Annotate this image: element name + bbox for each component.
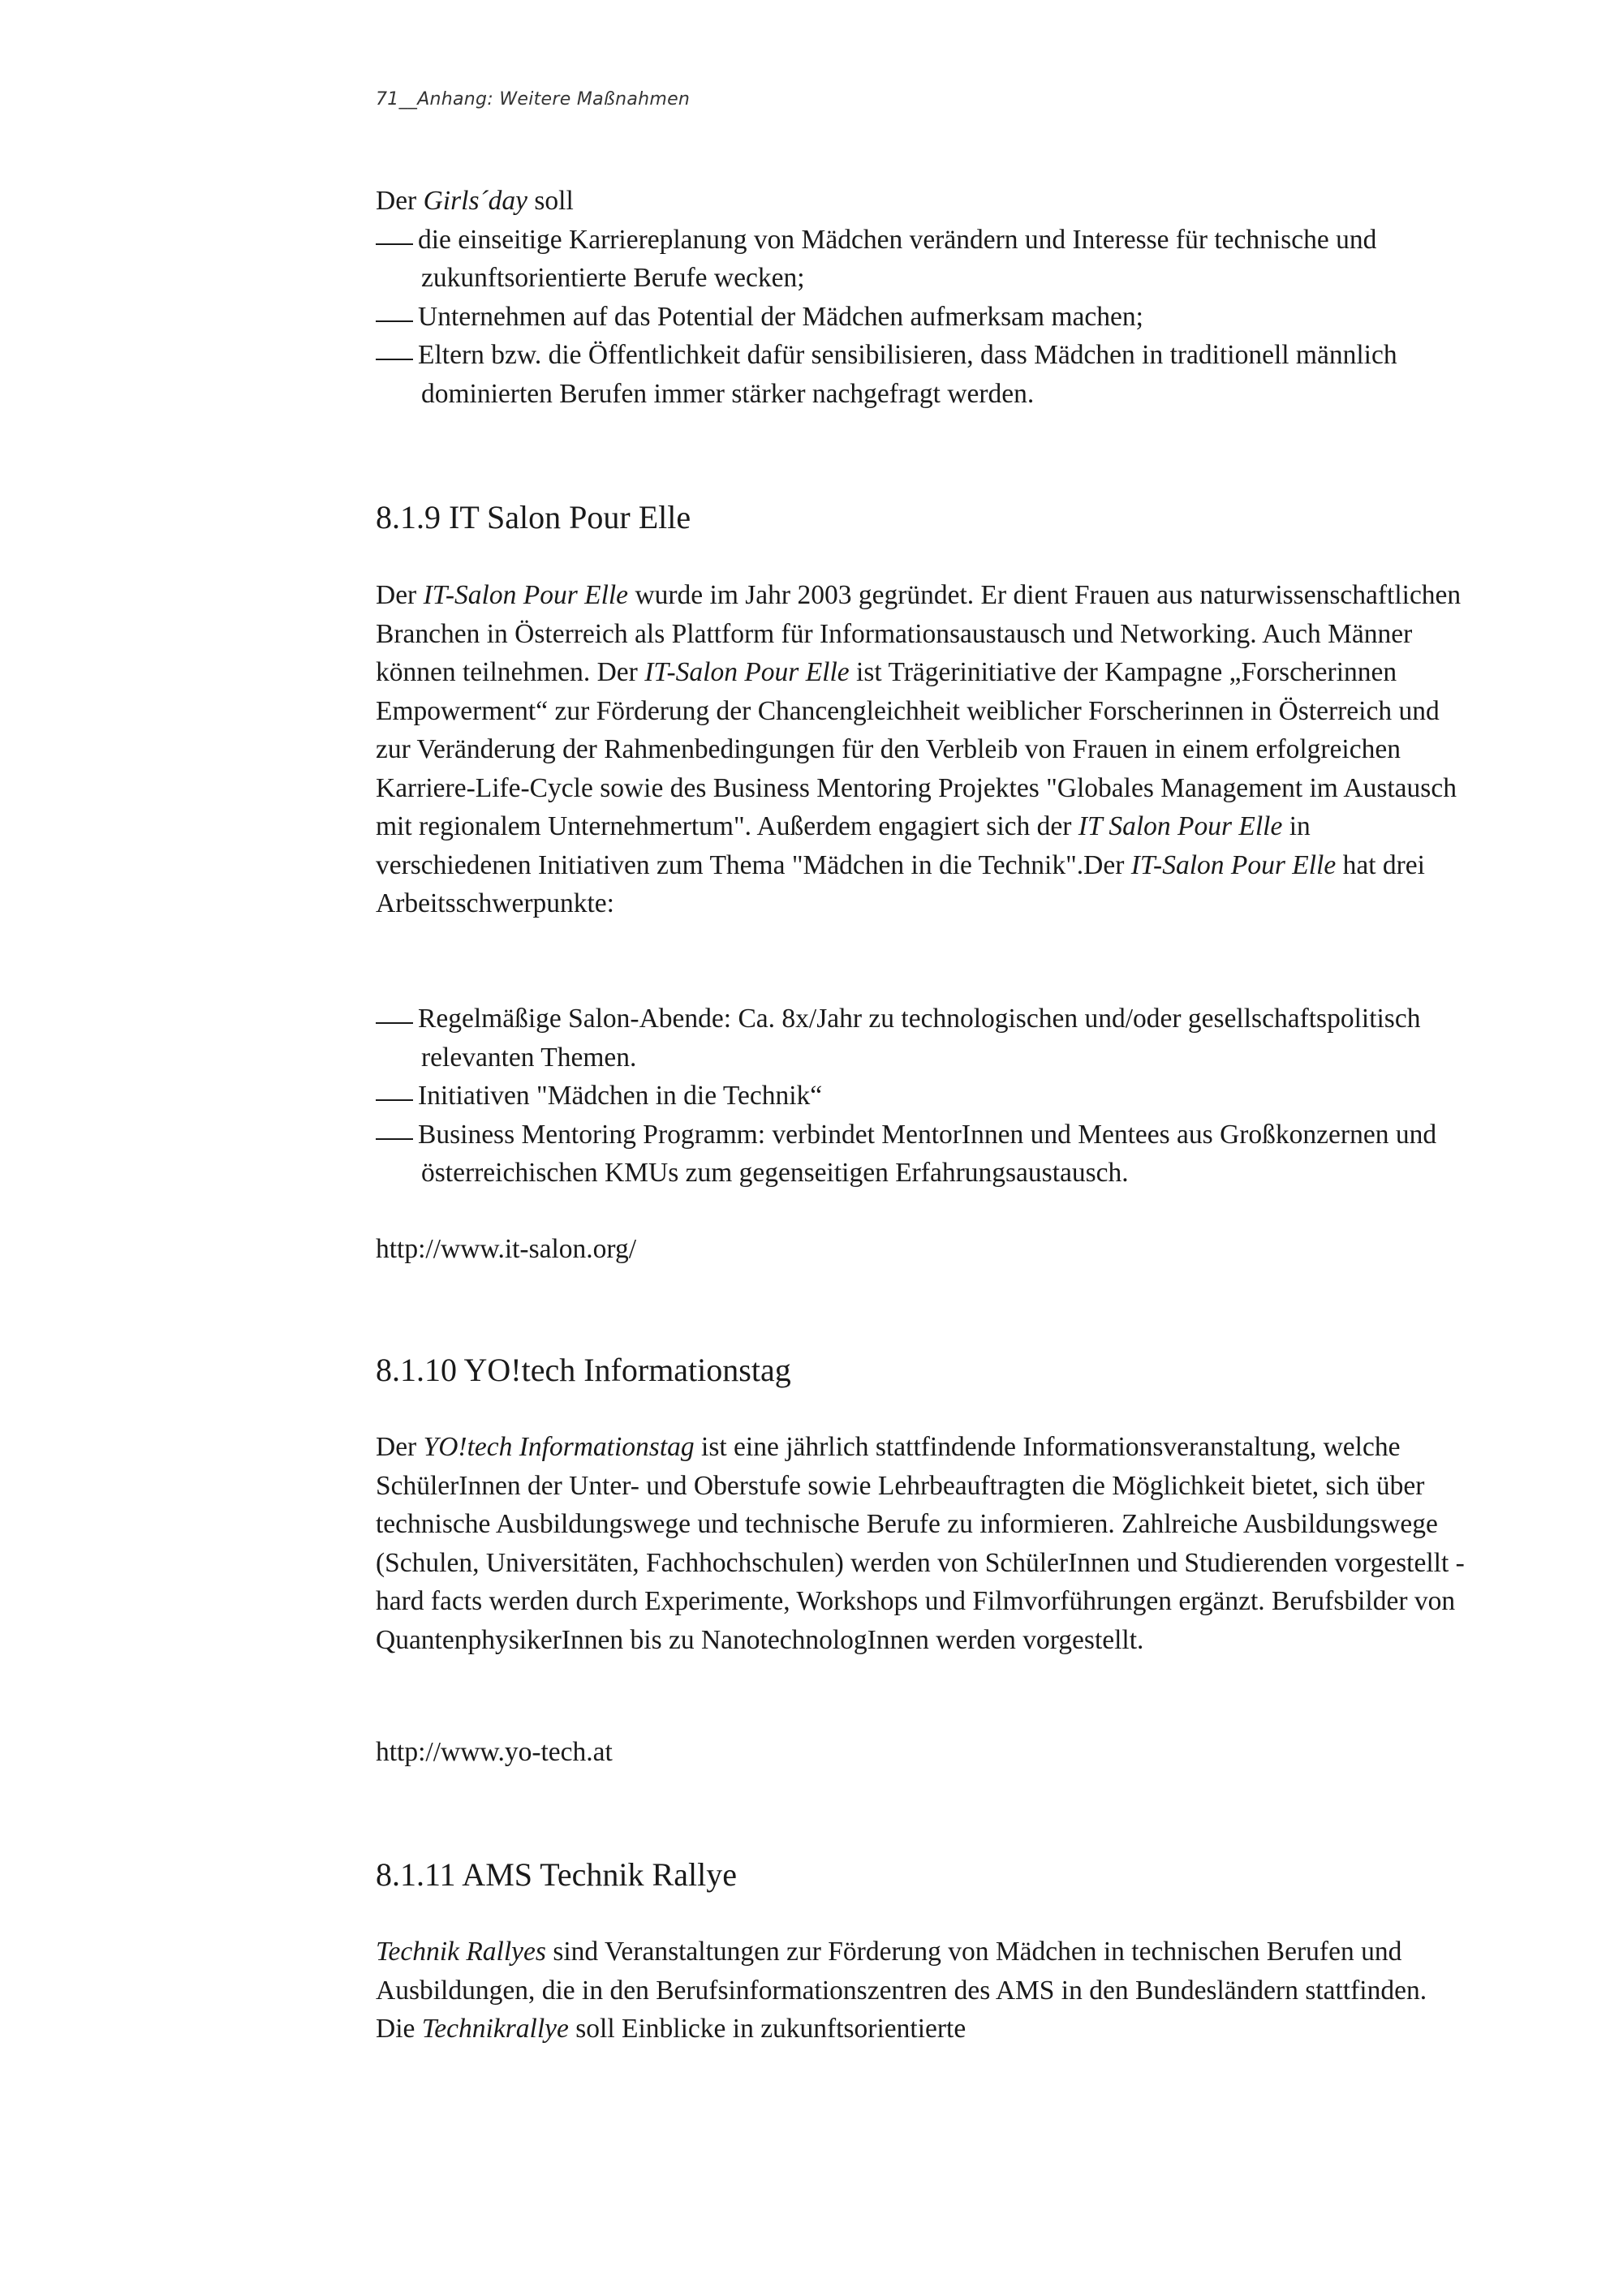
list-item: die einseitige Karriereplanung von Mädchen verändern und Interesse für technische und zukunftsorientierte Berufe wecken; [376, 221, 1467, 298]
running-header: 71__Anhang: Weitere Maßnahmen [376, 89, 691, 110]
yotech-paragraph: Der YO!tech Informationstag ist eine jährlich stattfindende Informationsveranstaltung, welche SchülerInnen der Unter- und Oberstufe sowie Lehrbeauftragten die Möglichkeit bietet, sich über technische Ausbildungswege und technische Berufe zu informieren. Zahlreiche Ausbildungswege (Schulen, Universitäten, Fachhochschulen) werden von SchülerInnen und Studierenden vorgestellt - hard facts werden durch Experimente, Workshops und Filmvorführungen ergänzt. Berufsbilder von QuantenphysikerInnen bis zu NanotechnologInnen werden vorgestellt. [376, 1432, 1465, 1655]
ams-paragraph: Technik Rallyes sind Veranstaltungen zur Förderung von Mädchen in technischen Berufen und Ausbildungen, die in den Berufsinformationszentren des AMS in den Bundesländern stattfinden. Die Technikrallye soll Einblicke in zukunftsorientierte [376, 1937, 1427, 2044]
dash-bullet [376, 1099, 413, 1101]
list-item: Business Mentoring Programm: verbindet MentorInnen und Mentees aus Großkonzernen und österreichischen KMUs zum gegenseitigen Erfahrungsaustausch. [376, 1116, 1467, 1193]
list-item: Regelmäßige Salon-Abende: Ca. 8x/Jahr zu technologischen und/oder gesellschaftspolitisch relevanten Themen. [376, 1000, 1467, 1077]
section-heading-yotech: 8.1.10 YO!tech Informationstag [376, 1352, 791, 1388]
dash-bullet [376, 358, 413, 360]
it-salon-section [376, 576, 1467, 923]
dash-bullet [376, 243, 413, 245]
yotech-section [376, 1428, 1467, 1659]
girlsday-section [376, 182, 1467, 413]
dash-bullet [376, 1021, 413, 1024]
yotech-url[interactable]: http://www.yo-tech.at [376, 1737, 613, 1767]
dash-bullet [376, 320, 413, 322]
section-heading-it-salon: 8.1.9 IT Salon Pour Elle [376, 499, 691, 535]
it-salon-paragraph: Der IT-Salon Pour Elle wurde im Jahr 2003 gegründet. Er dient Frauen aus naturwissenschaftlichen Branchen in Österreich als Plattform für Informationsaustausch und Networking. Auch Männer können teilnehmen. Der IT-Salon Pour Elle ist Trägerinitiative der Kampagne „Forscherinnen Empowerment“ zur Förderung der Chancengleichheit weiblicher Forscherinnen in Österreich und zur Veränderung der Rahmenbedingungen für den Verbleib von Frauen in einem erfolgreichen Karriere-Life-Cycle sowie des Business Mentoring Projektes "Globales Management im Austausch mit regionalem Unternehmertum". Außerdem engagiert sich der IT Salon Pour Elle in verschiedenen Initiativen zum Thema "Mädchen in die Technik".Der IT-Salon Pour Elle hat drei Arbeitsschwerpunkte: [376, 580, 1462, 918]
ams-section [376, 1933, 1467, 2049]
list-item: Eltern bzw. die Öffentlichkeit dafür sensibilisieren, dass Mädchen in traditionell männlich dominierten Berufen immer stärker nachgefragt werden. [376, 336, 1467, 413]
list-item: Initiativen "Mädchen in die Technik“ [376, 1077, 1467, 1116]
it-salon-list [376, 1000, 1467, 1193]
list-item: Unternehmen auf das Potential der Mädchen aufmerksam machen; [376, 298, 1467, 337]
section-heading-ams: 8.1.11 AMS Technik Rallye [376, 1856, 737, 1893]
it-salon-url[interactable]: http://www.it-salon.org/ [376, 1234, 637, 1264]
dash-bullet [376, 1137, 413, 1140]
girlsday-intro: Der Girls´day soll [376, 186, 574, 216]
